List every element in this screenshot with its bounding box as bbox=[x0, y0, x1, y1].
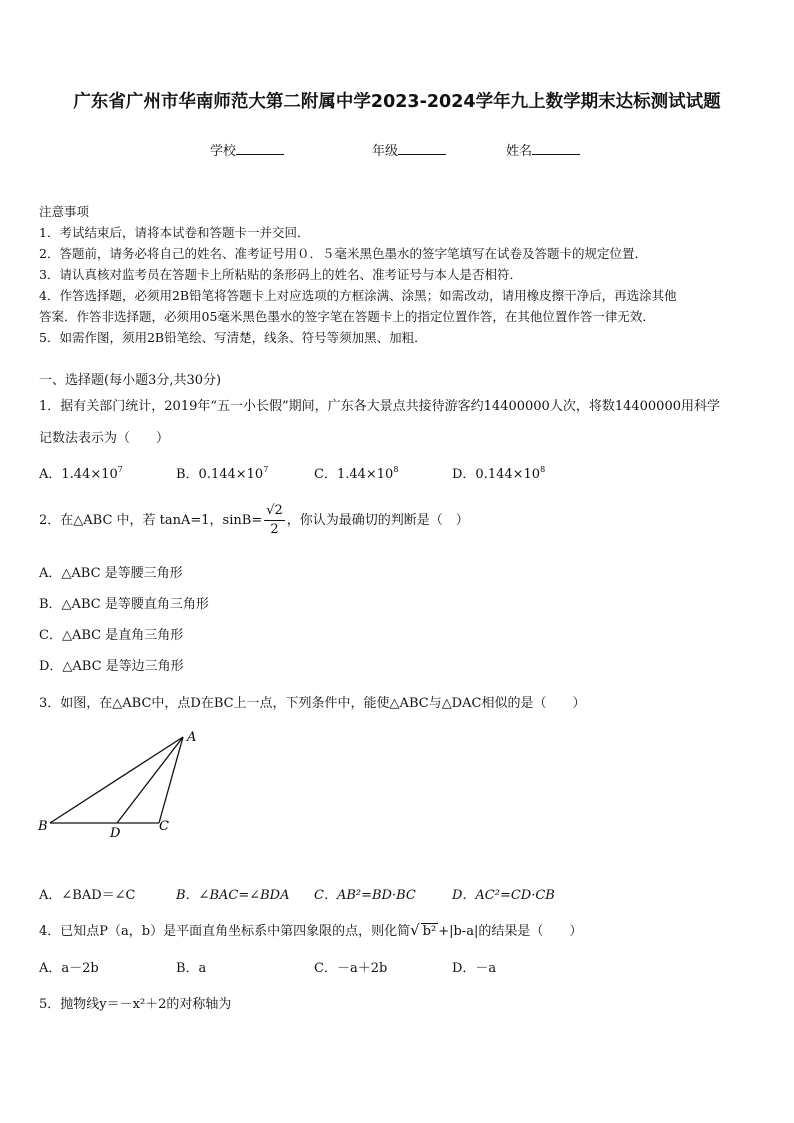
q2-option-b[interactable]: B．△ABC 是等腰直角三角形 bbox=[39, 597, 209, 612]
option-text: B．0.144×10 bbox=[176, 467, 264, 482]
q1-stem-line1: 1．据有关部门统计，2019年“五一小长假”期间，广东各大景点共接待游客约14400000人次，将数14400000用科学 bbox=[39, 399, 720, 414]
q4-option-b[interactable]: B．a bbox=[176, 961, 207, 976]
page-title: 广东省广州市华南师范大第二附属中学2023-2024学年九上数学期末达标测试试题 bbox=[73, 92, 721, 112]
school-field[interactable] bbox=[210, 140, 284, 159]
grade-label: 年级 bbox=[372, 144, 399, 159]
name-blank[interactable] bbox=[532, 142, 580, 155]
notes-block bbox=[39, 202, 759, 352]
option-exponent: 7 bbox=[263, 465, 269, 474]
notes-heading: 注意事项 bbox=[39, 204, 90, 219]
radical-sign: √ bbox=[410, 921, 420, 939]
q1-option-c[interactable] bbox=[314, 463, 398, 482]
q3-option-b[interactable]: B．∠BAC=∠BDA bbox=[176, 888, 290, 903]
triangle-figure bbox=[30, 725, 210, 840]
q2-stem-post: ，你认为最确切的判断是（ ） bbox=[286, 513, 469, 528]
label-c: C bbox=[159, 819, 169, 834]
school-label: 学校 bbox=[210, 144, 237, 159]
q4-stem-post: +|b-a|的结果是（ ） bbox=[438, 924, 583, 939]
section-heading: 一、选择题(每小题3分,共30分) bbox=[39, 373, 222, 388]
q1-option-b[interactable] bbox=[176, 463, 268, 482]
q2-option-c[interactable]: C．△ABC 是直角三角形 bbox=[39, 628, 184, 643]
note-item: 2．答题前，请务必将自己的姓名、准考证号用０．５毫米黑色墨水的签字笔填写在试卷及答题卡的规定位置． bbox=[39, 246, 647, 261]
q3-option-c[interactable]: C．AB²=BD·BC bbox=[314, 888, 416, 903]
q1-option-d[interactable] bbox=[452, 463, 545, 482]
segment-da bbox=[117, 737, 183, 823]
q2-option-d[interactable]: D．△ABC 是等边三角形 bbox=[39, 659, 184, 674]
option-text: C．1.44×10 bbox=[314, 467, 394, 482]
q1-stem-line2: 记数法表示为（ ） bbox=[39, 431, 170, 446]
option-text: D．0.144×10 bbox=[452, 467, 541, 482]
q4-option-c[interactable]: C．－a＋2b bbox=[314, 961, 388, 976]
q4-stem-pre: 4．已知点P（a，b）是平面直角坐标系中第四象限的点，则化简 bbox=[39, 924, 411, 939]
grade-field[interactable] bbox=[372, 140, 446, 159]
q1-option-a[interactable] bbox=[39, 463, 123, 482]
sqrt2-over-2-fraction bbox=[264, 502, 285, 539]
label-b: B bbox=[38, 819, 48, 834]
option-exponent: 7 bbox=[117, 465, 123, 474]
note-item: 1．考试结束后，请将本试卷和答题卡一并交回． bbox=[39, 225, 310, 240]
fraction-numerator: √2 bbox=[264, 502, 285, 521]
note-item: 5．如需作图，须用2B铅笔绘、写清楚，线条、符号等须加黑、加粗． bbox=[39, 330, 427, 345]
q2-option-a[interactable]: A．△ABC 是等腰三角形 bbox=[39, 566, 183, 581]
q2-stem-pre: 2．在△ABC 中，若 tanA=1，sinB= bbox=[39, 513, 263, 528]
option-exponent: 8 bbox=[393, 465, 399, 474]
fraction-denominator: 2 bbox=[270, 522, 279, 537]
note-item: 4．作答选择题，必须用2B铅笔将答题卡上对应选项的方框涂满、涂黑；如需改动，请用橡皮擦干净后，再选涂其他 bbox=[39, 288, 677, 303]
school-blank[interactable] bbox=[236, 142, 284, 155]
note-item: 答案．作答非选择题，必须用05毫米黑色墨水的签字笔在答题卡上的指定位置作答，在其他位置作答一律无效． bbox=[39, 309, 655, 324]
name-field[interactable] bbox=[506, 140, 580, 159]
q2-stem bbox=[39, 502, 469, 539]
q5-stem: 5．抛物线y＝－x²＋2的对称轴为 bbox=[39, 997, 232, 1012]
q3-option-a[interactable]: A．∠BAD＝∠C bbox=[39, 888, 136, 903]
label-a: A bbox=[187, 730, 197, 745]
q4-option-a[interactable]: A．a－2b bbox=[39, 961, 99, 976]
option-text: A．1.44×10 bbox=[39, 467, 118, 482]
grade-blank[interactable] bbox=[398, 142, 446, 155]
q4-option-d[interactable]: D．－a bbox=[452, 961, 497, 976]
radicand: b² bbox=[422, 924, 437, 939]
q3-option-d[interactable]: D．AC²=CD·CB bbox=[452, 888, 555, 903]
note-item: 3．请认真核对监考员在答题卡上所粘贴的条形码上的姓名、准考证号与本人是否相符． bbox=[39, 267, 522, 282]
label-d: D bbox=[110, 826, 121, 840]
name-label: 姓名 bbox=[506, 144, 533, 159]
q4-stem bbox=[39, 920, 582, 939]
q3-stem: 3．如图，在△ABC中，点D在BC上一点，下列条件中，能使△ABC与△DAC相似的是（ ） bbox=[39, 696, 586, 711]
option-exponent: 8 bbox=[540, 465, 546, 474]
